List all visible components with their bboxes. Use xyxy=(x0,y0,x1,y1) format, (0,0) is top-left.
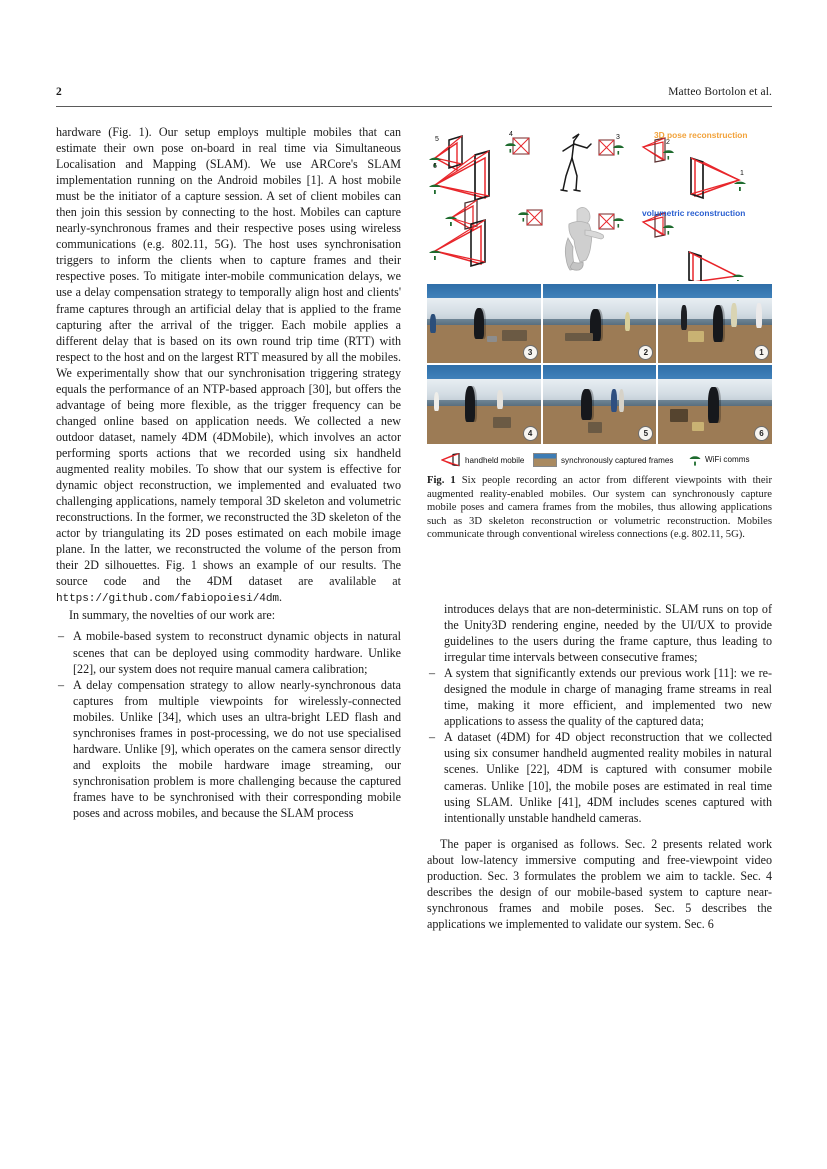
photo-index-badge: 5 xyxy=(638,426,653,441)
captured-frame-photo xyxy=(543,284,657,363)
diagram-svg xyxy=(427,118,772,281)
running-head xyxy=(56,86,772,106)
legend-label: synchronously captured frames xyxy=(561,455,674,465)
captured-frame-photo xyxy=(658,284,772,363)
left-paragraph-1-text: hardware (Fig. 1). Our setup employs multiple mobiles that can estimate their own pose on-board in real time via Simultaneous Localisation and Mapping (SLAM). We use ARCore's SLAM implementation running on the Android mobiles [1]. A host mobile must be the initiator of a capture session. A set of client mobiles can then join this session by connecting to the host. Mobiles can capture nearly-synchronous frames and their respective poses using wireless communications (e.g. 802.11, 5G). The host uses synchronisation triggers to inform the clients when to capture frames and their respective poses. To mitigate inter-mobile communication delays, we use a delay compensation strategy to temporally align host and clients' frame captures through an artificial delay that is applied to the frame capturing after the arrival of the trigger. Each mobile applies a different delay that is based on its own round trip time (RTT) with respect to the host and on the largest RTT measured by all the mobiles. We experimentally show that our synchronisation triggering strategy equals the performance of an NTP-based approach [30], but offers the advantage of being more flexible, as the trigger frequency can be changed online based on application needs. We collected a new outdoor dataset, namely 4DM (4DMobile), which involves an actor performing sports actions that we recorded using six handheld augmented reality mobiles. To show that our system is effective for dynamic object reconstruction, we implemented and evaluated two challenging applications, namely temporal 3D skeleton and volumetric reconstructions. In the former, we reconstructed the 3D skeleton of the actor by triangulating its 2D poses estimated on each mobile image plane. In the latter, we reconstructed the volume of the person from their 2D silhouettes. Fig. 1 shows an example of our results. The source code and the 4DM dataset are avalilable at xyxy=(56,125,401,589)
svg-text:2: 2 xyxy=(666,139,670,146)
captured-frame-photo xyxy=(658,365,772,444)
svg-text:3: 3 xyxy=(616,134,620,141)
photo-bystander xyxy=(497,390,503,409)
right-continuation-paragraph: introduces delays that are non-deterministic. SLAM runs on top of the Unity3D rendering engine, needed by the UI/UX to provide guidelines to the users during the frame capture, thus leading to irregular time intervals between consecutive frames; xyxy=(444,602,772,665)
left-paragraph-2: In summary, the novelties of our work are: xyxy=(69,608,276,623)
label-3d-pose-reconstruction: 3D pose reconstruction xyxy=(654,130,748,140)
photo-actor xyxy=(713,305,723,343)
list-item: – A delay compensation strategy to allow nearly-synchronous data captures from multiple viewpoints for wirelessly-connected mobiles. Unlike [34], which uses an ultra-bright LED flash and synchronises frames in post-processing, we do not use specialised hardware. Unlike [9], which operates on the camera sensor directly and exploits the mobile hardware image streaming, our synchronisation problem is more challenging because the captured frames have to be synchronised with their corresponding mobile poses and across mobiles, and because the SLAM process xyxy=(56,677,401,821)
label-volumetric-reconstruction: volumetric reconstruction xyxy=(642,208,746,218)
paragraph-spacer xyxy=(427,826,772,836)
svg-text:6: 6 xyxy=(433,163,437,170)
photo-prop xyxy=(502,330,527,341)
photo-index-badge: 1 xyxy=(754,345,769,360)
photo-bystander xyxy=(681,305,687,330)
photo-bystander xyxy=(430,314,436,333)
list-item: – A mobile-based system to reconstruct dynamic objects in natural scenes that can be deployed using commodity hardware. Unlike [22], our system does not require manual camera calibration; xyxy=(56,628,401,676)
captured-frame-photo xyxy=(427,365,541,444)
svg-text:5: 5 xyxy=(435,136,439,143)
photo-bystander xyxy=(611,389,617,413)
figure-caption xyxy=(427,474,772,542)
figure-diagram xyxy=(427,118,772,281)
photo-bystander xyxy=(625,312,631,331)
photo-actor xyxy=(581,389,591,421)
svg-text:4: 4 xyxy=(509,131,513,138)
left-paragraph-1 xyxy=(56,124,401,607)
list-item: – A dataset (4DM) for 4D object reconstruction that we collected using six consumer handheld augmented reality mobiles in natural scenes. Unlike [22], 4DM is captured with consumer mobile cameras. Unlike [10], the mobile poses are estimated in real time using SLAM. Unlike [41], 4DM includes scenes captured with intentionally unstable handheld cameras. xyxy=(427,729,772,825)
photo-prop xyxy=(670,409,688,422)
running-head-authors: Matteo Bortolon et al. xyxy=(668,86,772,98)
captured-frames-thumbnail-icon xyxy=(533,453,557,467)
left-paragraph-1-tail: . xyxy=(278,590,282,605)
photo-index-badge: 6 xyxy=(754,426,769,441)
figure-1 xyxy=(427,118,772,471)
figure-legend xyxy=(427,449,772,471)
captured-frame-photo xyxy=(427,284,541,363)
page-number: 2 xyxy=(56,86,62,98)
legend-item-handheld-mobile xyxy=(441,453,524,467)
photo-bystander xyxy=(434,392,440,411)
photo-prop xyxy=(688,331,704,342)
wifi-comms-icon xyxy=(689,453,701,466)
captured-frame-photo xyxy=(543,365,657,444)
photo-bystander xyxy=(731,303,737,327)
photo-prop xyxy=(692,422,703,431)
figure-caption-text: Six people recording an actor from different viewpoints with their augmented reality-enabled mobiles. Our system can synchronously capture mobile poses and camera frames from the mobiles, thus allowing applications such as 3D skeleton reconstruction or volumetric reconstruction. Mobiles communicate through conventional wireless connections (e.g. 802.11, 5G). xyxy=(427,475,773,541)
captured-frames-grid xyxy=(427,284,772,444)
figure-caption-label: Fig. 1 xyxy=(427,475,456,486)
photo-prop xyxy=(565,333,592,341)
photo-actor xyxy=(708,387,718,423)
svg-text:1: 1 xyxy=(740,170,744,177)
right-bullet-list xyxy=(427,665,772,825)
legend-item-wifi-comms xyxy=(689,453,750,466)
photo-deck xyxy=(427,406,541,444)
photo-prop xyxy=(493,417,511,428)
photo-bystander xyxy=(756,303,762,328)
left-bullet-list xyxy=(56,628,401,821)
photo-actor xyxy=(474,308,484,340)
right-final-paragraph: The paper is organised as follows. Sec. 2 presents related work about low-latency immersive computing and free-viewpoint video production. Sec. 3 formulates the problem we aim to tackle. Sec. 4 describes the design of our mobile-based system to capture near-synchronous frames and mobile poses. Sec. 5 describes the applications we implemented to validate our system. Sec. 6 xyxy=(427,836,772,931)
header-rule xyxy=(56,106,772,107)
photo-actor xyxy=(465,386,475,422)
photo-index-badge: 4 xyxy=(523,426,538,441)
right-column xyxy=(427,601,772,932)
list-item: – A system that significantly extends our previous work [11]: we re-designed the module in charge of managing frame streams in real time, making it more efficient, and implemented two new applications to assess the quality of the captured data; xyxy=(427,665,772,729)
left-column xyxy=(56,124,401,821)
photo-index-badge: 2 xyxy=(638,345,653,360)
handheld-mobile-frustum-icon xyxy=(441,453,461,467)
source-code-url[interactable]: https://github.com/fabiopoiesi/4dm xyxy=(56,593,279,606)
photo-prop xyxy=(487,336,497,342)
legend-item-captured-frames xyxy=(533,453,673,467)
photo-prop xyxy=(588,422,602,433)
legend-label: WiFi comms xyxy=(705,455,750,464)
legend-label: handheld mobile xyxy=(465,455,525,465)
photo-index-badge: 3 xyxy=(523,345,538,360)
